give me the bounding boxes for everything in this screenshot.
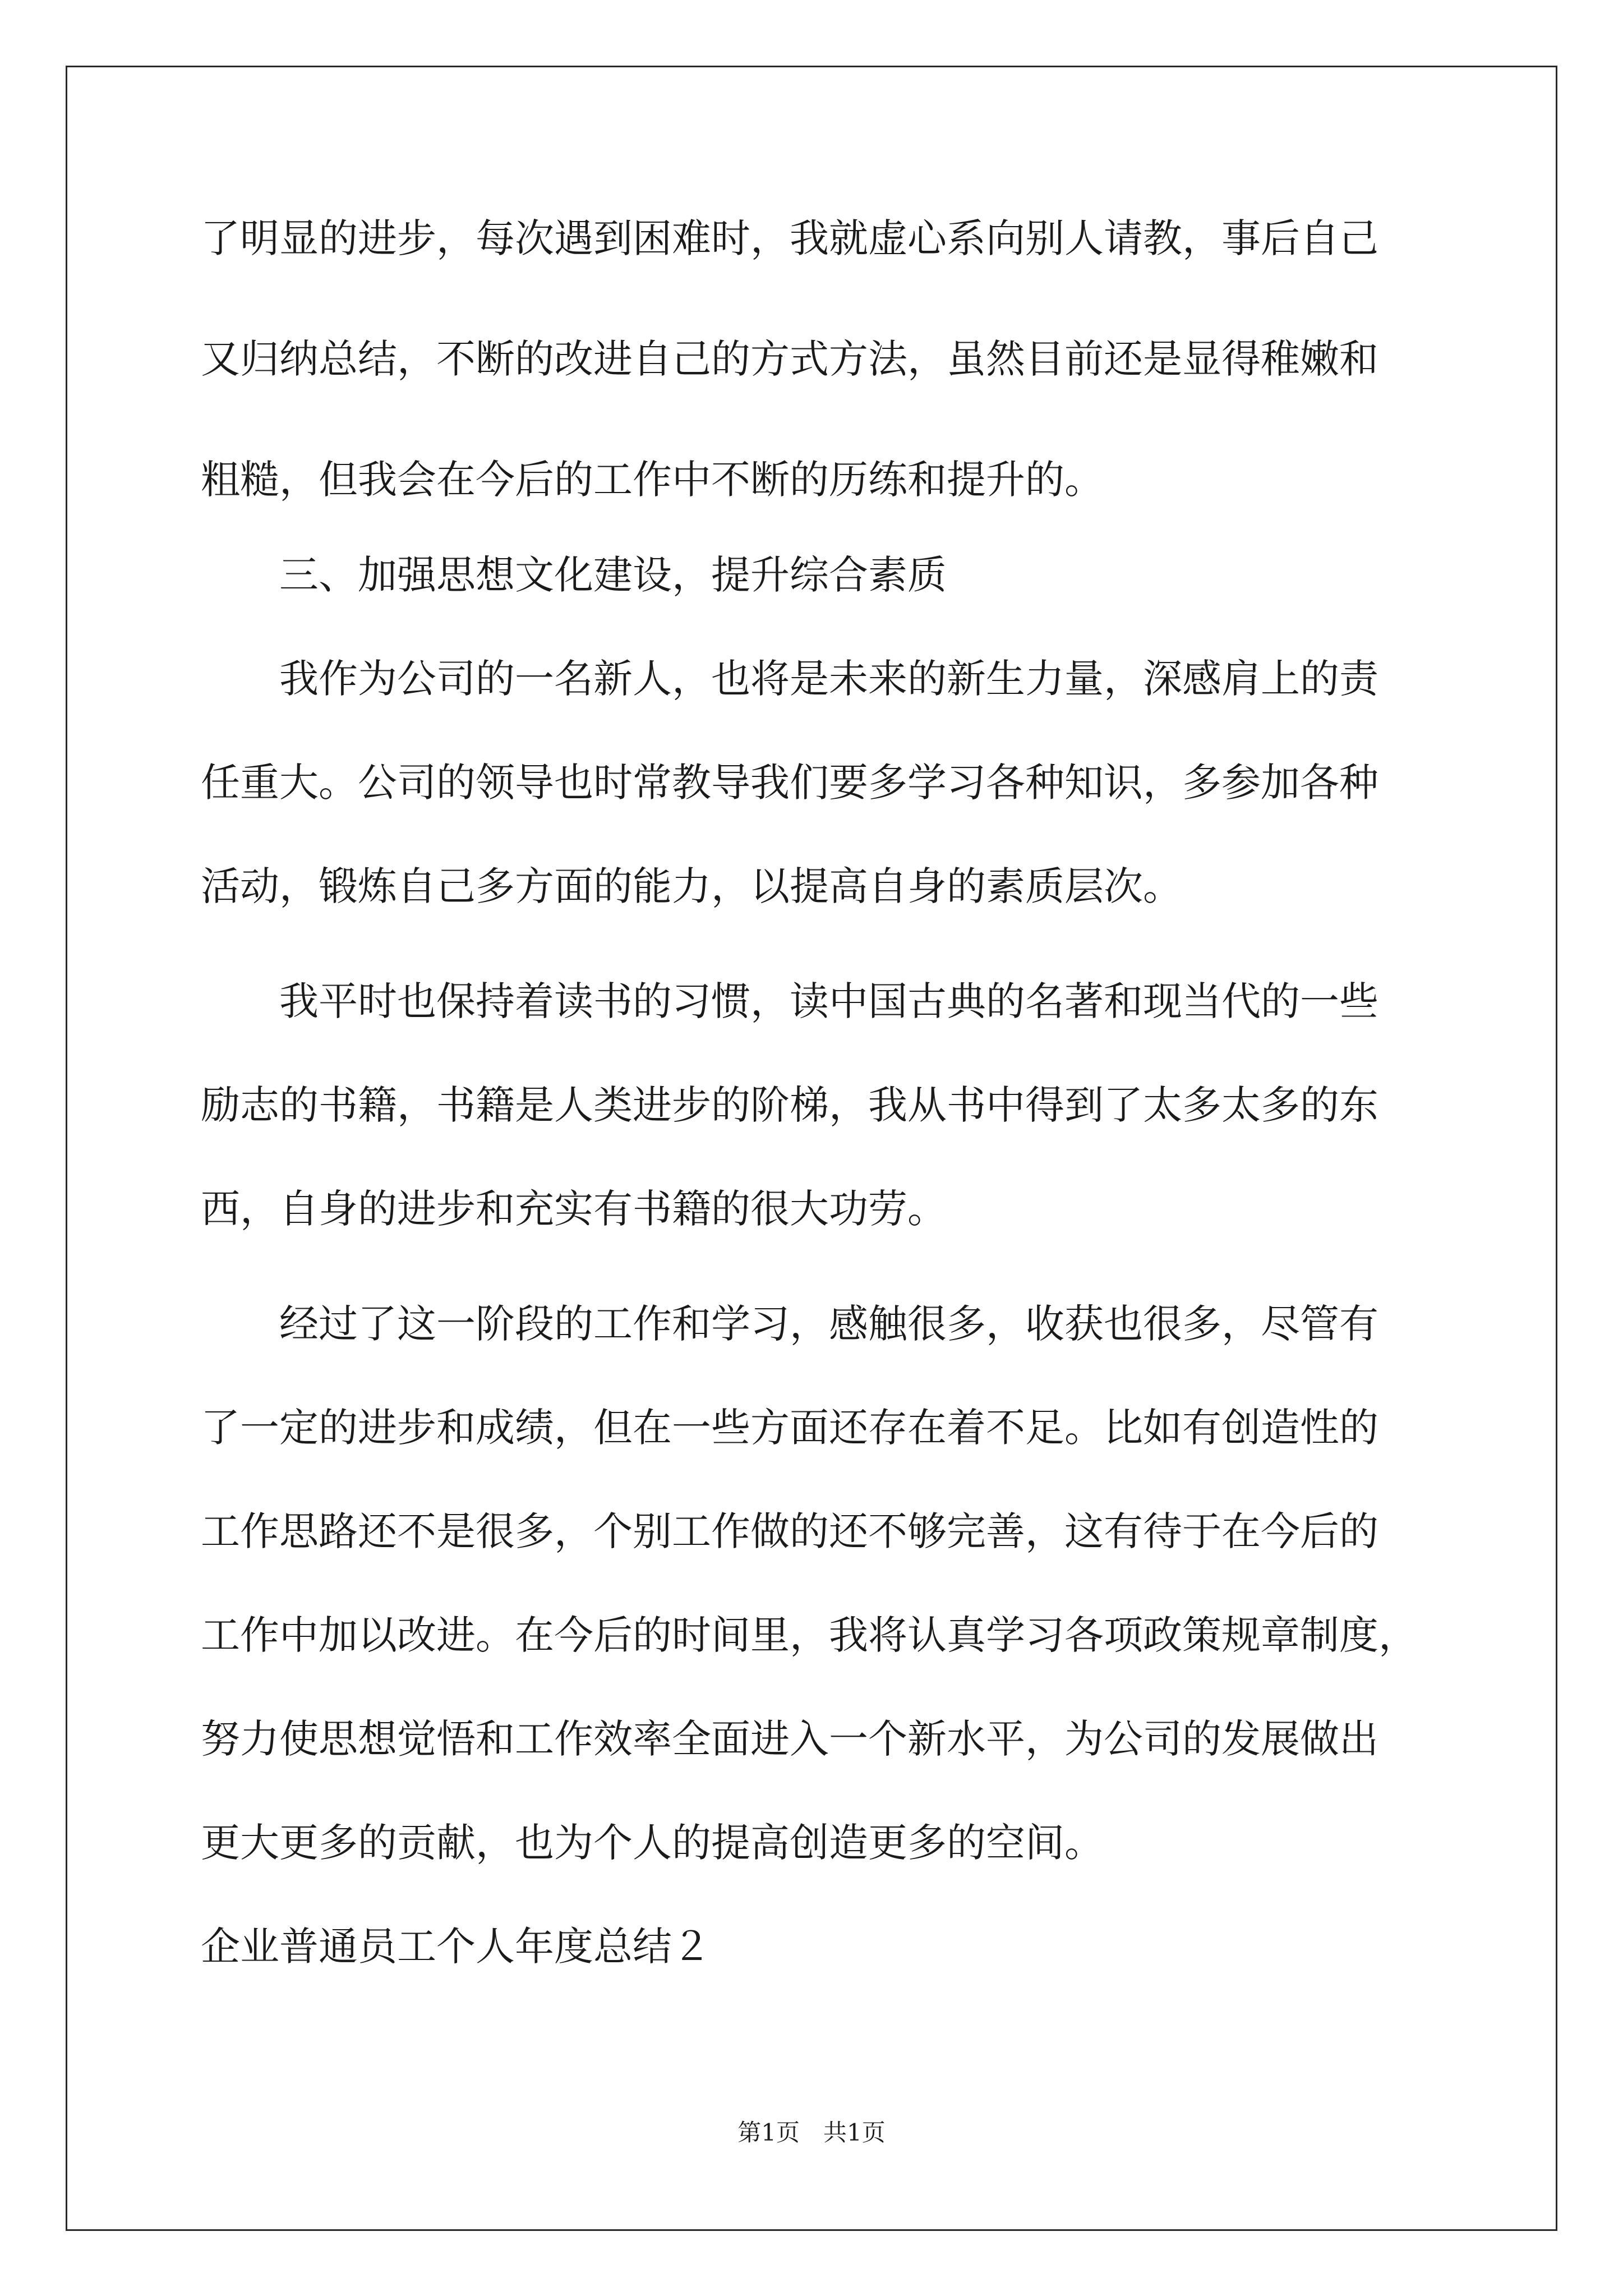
- body-text-line: 更大更多的贡献，也为个人的提高创造更多的空间。: [201, 1820, 1104, 1866]
- body-text-line: 工作中加以改进。在今后的时间里，我将认真学习各项政策规章制度，: [201, 1612, 1418, 1658]
- body-text-line: 我平时也保持着读书的习惯，读中国古典的名著和现当代的一些: [201, 978, 1378, 1024]
- body-text-line: 我作为公司的一名新人，也将是未来的新生力量，深感肩上的责: [201, 656, 1378, 702]
- body-text-line: 西，自身的进步和充实有书籍的很大功劳。: [201, 1186, 947, 1232]
- body-text-line: 了一定的进步和成绩，但在一些方面还存在着不足。比如有创造性的: [201, 1405, 1378, 1451]
- document-title: 企业普通员工个人年度总结２: [201, 1924, 711, 1970]
- body-text-line: 又归纳总结，不断的改进自己的方式方法，虽然目前还是显得稚嫩和: [201, 336, 1378, 382]
- body-text-line: 了明显的进步，每次遇到困难时，我就虚心系向别人请教，事后自己: [201, 215, 1378, 261]
- body-text-line: 活动，锻炼自己多方面的能力，以提高自身的素质层次。: [201, 863, 1182, 909]
- body-text-line: 粗糙，但我会在今后的工作中不断的历练和提升的。: [201, 457, 1104, 503]
- body-text-line: 励志的书籍，书籍是人类进步的阶梯，我从书中得到了太多太多的东: [201, 1082, 1378, 1128]
- body-text-line: 努力使思想觉悟和工作效率全面进入一个新水平，为公司的发展做出: [201, 1716, 1378, 1762]
- body-text-line: 工作思路还不是很多，个别工作做的还不够完善，这有待于在今后的: [201, 1508, 1378, 1554]
- body-text-line: 经过了这一阶段的工作和学习，感触很多，收获也很多，尽管有: [201, 1301, 1378, 1347]
- page-border: [66, 66, 1557, 2231]
- page-number-footer: 第1页 共1页: [737, 2119, 886, 2146]
- body-text-line: 任重大。公司的领导也时常教导我们要多学习各种知识，多参加各种: [201, 760, 1378, 806]
- section-heading: 三、加强思想文化建设，提升综合素质: [201, 552, 947, 598]
